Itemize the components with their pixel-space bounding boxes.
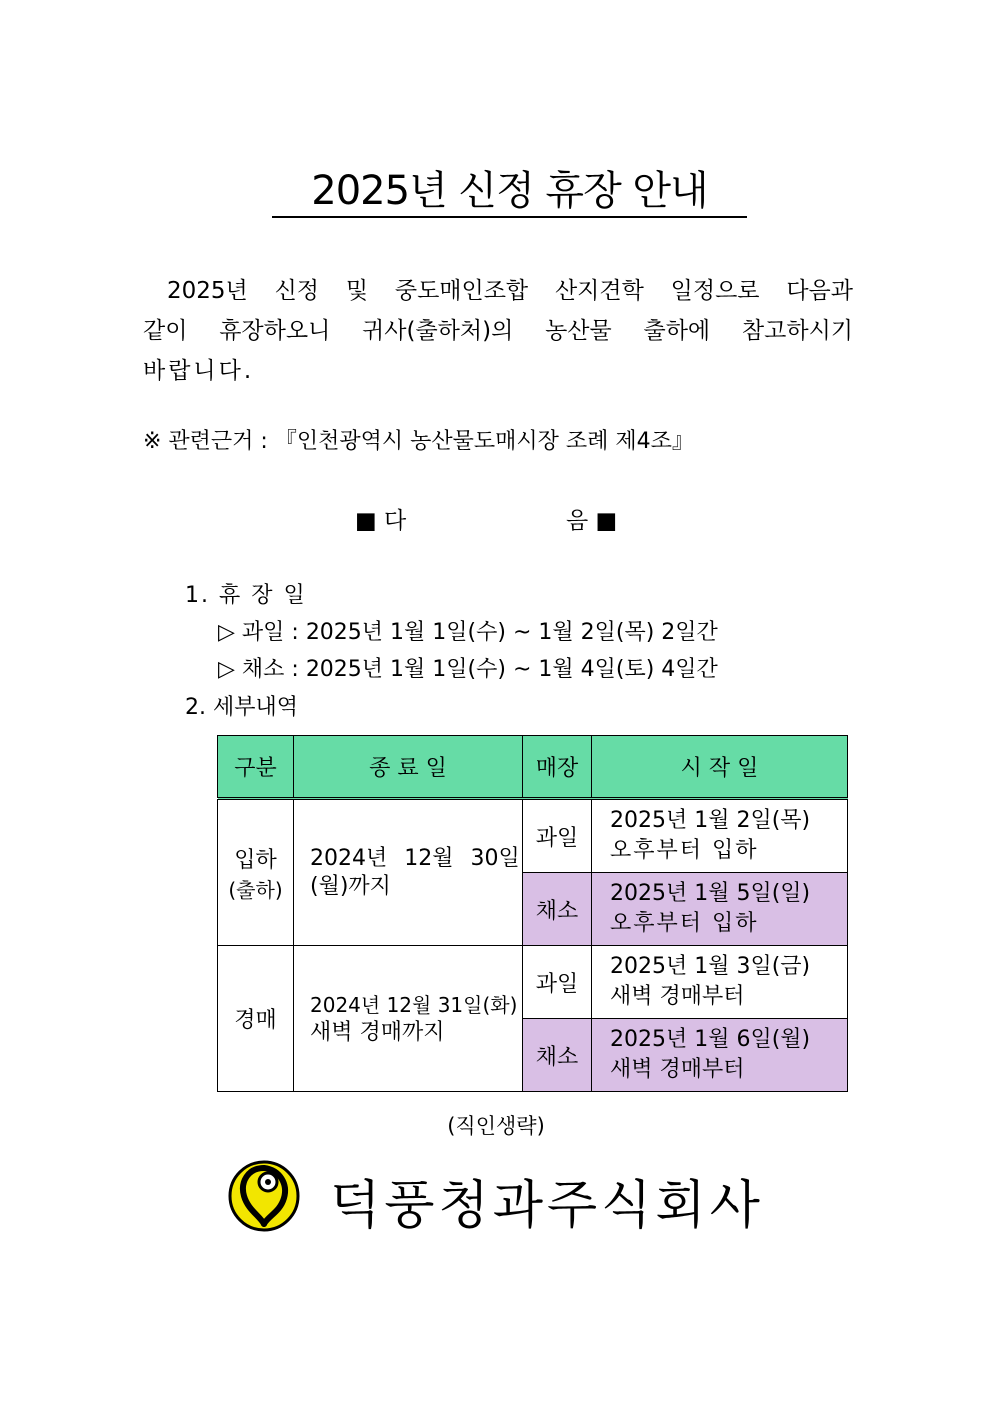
end-date-cell [294,946,523,1092]
detail-table [217,735,848,1092]
category-label: 입하 [234,847,277,873]
dagum-right: 음 ■ [566,508,618,534]
company-name: 덕풍청과주식회사 [330,1176,764,1236]
section1-item-fruit: ▷ 과일 : 2025년 1월 1일(수) ~ 1월 2일(목) 2일간 [218,620,718,645]
end-date-line-1: 2024년 12월 31일(화) [310,992,518,1017]
category-cell [218,946,294,1092]
intro-paragraph [143,272,853,392]
header-category: 구분 [218,736,294,799]
section1-item-vegetable: ▷ 채소 : 2025년 1월 1일(수) ~ 1월 4일(토) 4일간 [218,657,718,682]
start-date-cell [592,946,848,1019]
start-date-cell [592,799,848,873]
table-row [218,946,848,1019]
store-cell: 과일 [523,946,592,1019]
intro-line-2: 같이 휴장하오니 귀사(출하처)의 농산물 출하에 참고하시기 [143,318,853,344]
intro-line-1: 2025년 신정 및 중도매인조합 산지견학 일정으로 다음과 [167,278,853,304]
start-date-cell [592,873,848,946]
section2-heading: 2. 세부내역 [185,695,298,720]
end-date-line-1: 2024년 12월 30일 [310,845,520,871]
category-cell [218,799,294,946]
seal-omitted-caption: (직인생략) [447,1114,545,1138]
start-date-line-2: 오후부터 입하 [610,911,759,936]
header-start-date: 시 작 일 [592,736,848,799]
start-date-line-1: 2025년 1월 5일(일) [610,881,811,906]
start-date-line-2: 오후부터 입하 [610,838,759,863]
end-date-line-2: (월)까지 [310,873,391,899]
store-cell: 채소 [523,1019,592,1092]
table-header-row [218,736,848,799]
start-date-line-2: 새벽 경매부터 [610,984,745,1009]
header-store: 매장 [523,736,592,799]
start-date-line-1: 2025년 1월 6일(월) [610,1027,811,1052]
category-sub-label: (출하) [228,877,283,902]
start-date-line-1: 2025년 1월 3일(금) [610,954,811,979]
category-label: 경매 [234,1008,277,1033]
legal-basis: ※ 관련근거 : 『인천광역시 농산물도매시장 조례 제4조』 [143,429,694,454]
store-cell: 과일 [523,799,592,873]
header-end-date: 종 료 일 [294,736,523,799]
intro-line-3: 바랍니다. [143,358,255,384]
start-date-cell [592,1019,848,1092]
page-title: 2025년 신정 휴장 안내 [272,166,747,218]
dagum-left: ■ 다 [355,508,407,534]
end-date-line-2: 새벽 경매까지 [310,1019,445,1045]
company-logo-icon [228,1160,300,1236]
table-row [218,799,848,873]
start-date-line-2: 새벽 경매부터 [610,1057,745,1082]
end-date-cell [294,799,523,946]
store-cell: 채소 [523,873,592,946]
section1-heading: 1. 휴 장 일 [185,583,307,608]
start-date-line-1: 2025년 1월 2일(목) [610,808,811,833]
